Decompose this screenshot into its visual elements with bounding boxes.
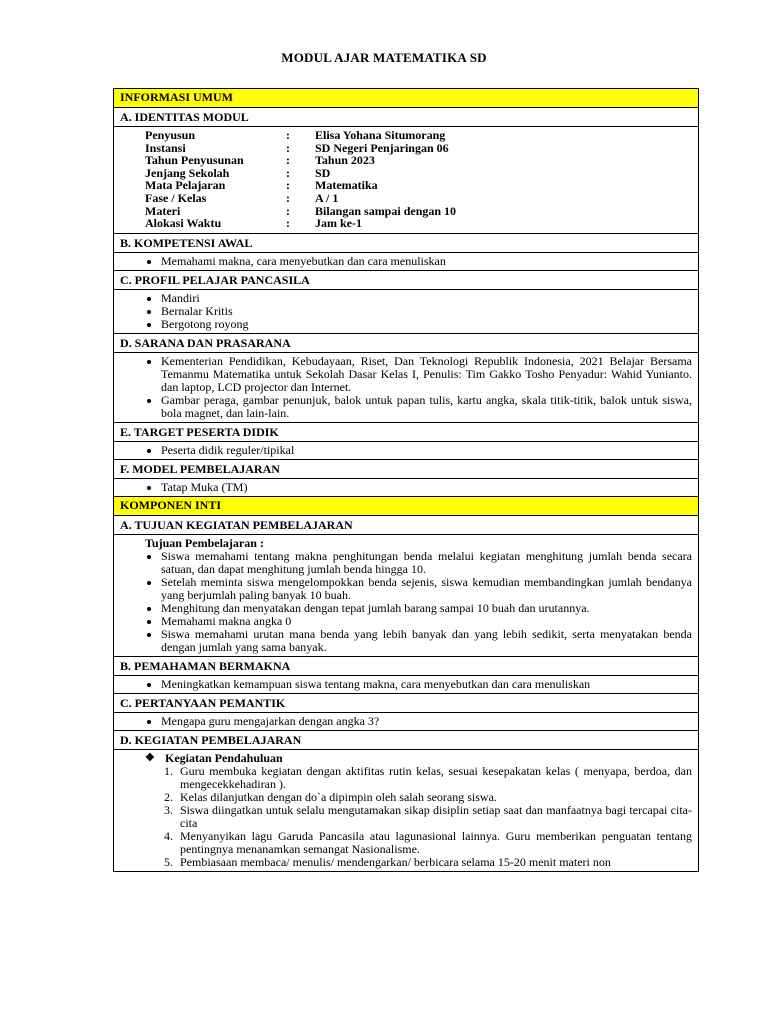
list-item: Memahami makna angka 0: [161, 615, 692, 628]
item-number: 1.: [164, 763, 173, 778]
kegiatan-content: [114, 750, 698, 872]
identity-colon: :: [286, 203, 290, 218]
identity-label: Jenjang Sekolah: [145, 165, 230, 180]
model-content: [114, 479, 698, 497]
list-item: Menghitung dan menyatakan dengan tepat jumlah barang sampai 10 buah dan urutannya.: [161, 602, 692, 615]
identity-colon: :: [286, 190, 290, 205]
section-informasi-umum: INFORMASI UMUM: [114, 89, 698, 108]
list-item: Peserta didik reguler/tipikal: [161, 444, 692, 457]
target-heading: E. TARGET PESERTA DIDIK: [114, 423, 698, 442]
identity-label: Instansi: [145, 140, 186, 155]
identity-colon: :: [286, 216, 290, 231]
tujuan-heading: A. TUJUAN KEGIATAN PEMBELAJARAN: [114, 516, 698, 535]
list-item: Kementerian Pendidikan, Kebudayaan, Riset, Dan Teknologi Republik Indonesia, 2021 Belajar Bersama Temanmu Matematika untuk Sekolah Dasar Kelas I, Penulis: Tim Gakko Tosho Penyadur: Wahid Yunianto. dan laptop, LCD projector dan Internet.: [161, 353, 692, 394]
identitas-content: [114, 127, 698, 234]
tujuan-subheading: Tujuan Pembelajaran :: [145, 535, 264, 550]
sarana-content: [114, 353, 698, 423]
tujuan-content: [114, 535, 698, 657]
identitas-grid: [114, 127, 698, 233]
identity-value: Bilangan sampai dengan 10: [315, 203, 457, 218]
section-komponen-inti: KOMPONEN INTI: [114, 497, 698, 516]
identity-value: A / 1: [315, 190, 339, 205]
list-item: [164, 763, 692, 791]
list-item: Bernalar Kritis: [161, 305, 692, 318]
item-text: Pembiasaan membaca/ menulis/ mendengarkan/ berbicara selama 15-20 menit materi non: [180, 854, 611, 869]
item-text: Siswa diingatkan untuk selalu mengutamakan sikap disiplin setiap saat dan manfaatnya bagi tercapai cita-cita: [180, 802, 692, 830]
identity-label: Tahun Penyusunan: [145, 153, 244, 168]
kompetensi-awal-heading: B. KOMPETENSI AWAL: [114, 234, 698, 253]
list-item: [164, 802, 692, 830]
list-item: Tatap Muka (TM): [161, 481, 692, 494]
sarana-heading: D. SARANA DAN PRASARANA: [114, 334, 698, 353]
identity-label: Alokasi Waktu: [145, 216, 222, 231]
identity-colon: :: [286, 140, 290, 155]
list-item: Meningkatkan kemampuan siswa tentang makna, cara menyebutkan dan cara menuliskan: [161, 678, 692, 691]
identity-label: Mata Pelajaran: [145, 178, 226, 193]
list-item: Siswa memahami urutan mana benda yang lebih banyak dan yang lebih sedikit, serta menyatakan benda dengan jumlah yang sama banyak.: [161, 626, 692, 654]
identity-value: Elisa Yohana Situmorang: [315, 128, 446, 142]
target-content: [114, 442, 698, 460]
identity-value: SD: [315, 165, 331, 180]
pemahaman-heading: B. PEMAHAMAN BERMAKNA: [114, 657, 698, 676]
list-item: Gambar peraga, gambar penunjuk, balok untuk papan tulis, kartu angka, skala titik-titik, balok untuk siswa, bola magnet, dan lain-lain.: [161, 392, 692, 420]
item-number: 3.: [164, 802, 173, 817]
identity-colon: :: [286, 153, 290, 168]
module-table: [113, 88, 699, 872]
identity-value: SD Negeri Penjaringan 06: [315, 140, 449, 155]
item-text: Kelas dilanjutkan dengan do`a dipimpin oleh salah seorang siswa.: [180, 789, 497, 804]
identity-colon: :: [286, 178, 290, 193]
profil-pancasila-heading: C. PROFIL PELAJAR PANCASILA: [114, 271, 698, 290]
identity-value: Matematika: [315, 178, 378, 193]
pertanyaan-heading: C. PERTANYAAN PEMANTIK: [114, 694, 698, 713]
identity-label: Fase / Kelas: [145, 190, 207, 205]
kompetensi-awal-content: [114, 253, 698, 271]
list-item: Mandiri: [161, 292, 692, 305]
item-number: 4.: [164, 828, 173, 843]
pemahaman-content: [114, 676, 698, 694]
list-item: Setelah meminta siswa mengelompokkan benda sejenis, siswa kemudian membandingkan jumlah bendanya yang berjumlah paling banyak 10 buah.: [161, 574, 692, 602]
identitas-heading: A. IDENTITAS MODUL: [114, 108, 698, 127]
identity-value: Tahun 2023: [315, 153, 375, 168]
item-number: 2.: [164, 789, 173, 804]
pertanyaan-content: [114, 713, 698, 731]
list-item: Bergotong royong: [161, 318, 692, 331]
document-title: MODUL AJAR MATEMATIKA SD: [281, 50, 487, 65]
diamond-bullet-icon: ❖: [145, 751, 155, 764]
kegiatan-heading: D. KEGIATAN PEMBELAJARAN: [114, 731, 698, 750]
identity-colon: :: [286, 128, 290, 142]
identity-label: Penyusun: [145, 128, 196, 142]
identity-label: Materi: [145, 203, 181, 218]
item-text: Menyanyikan lagu Garuda Pancasila atau lagunasional lainnya. Guru memberikan penguatan tentang pentingnya menanamkan semangat Nasionalisme.: [180, 828, 692, 856]
list-item: Memahami makna, cara menyebutkan dan cara menuliskan: [161, 255, 692, 268]
list-item: [164, 854, 692, 869]
list-item: Mengapa guru mengajarkan dengan angka 3?: [161, 715, 692, 728]
identity-colon: :: [286, 165, 290, 180]
item-number: 5.: [164, 854, 173, 869]
list-item: [164, 828, 692, 856]
kegiatan-subheading: Kegiatan Pendahuluan: [165, 750, 283, 765]
model-heading: F. MODEL PEMBELAJARAN: [114, 460, 698, 479]
list-item: Siswa memahami tentang makna penghitungan benda melalui kegiatan menghitung jumlah benda secara satuan, dan dapat menghitung jumlah benda hingga 10.: [161, 548, 692, 576]
profil-pancasila-content: [114, 290, 698, 334]
identity-value: Jam ke-1: [315, 216, 362, 231]
item-text: Guru membuka kegiatan dengan aktifitas rutin kelas, sesuai kesepakatan kelas ( menyapa, berdoa, dan mengecekkehadiran ).: [180, 763, 692, 791]
